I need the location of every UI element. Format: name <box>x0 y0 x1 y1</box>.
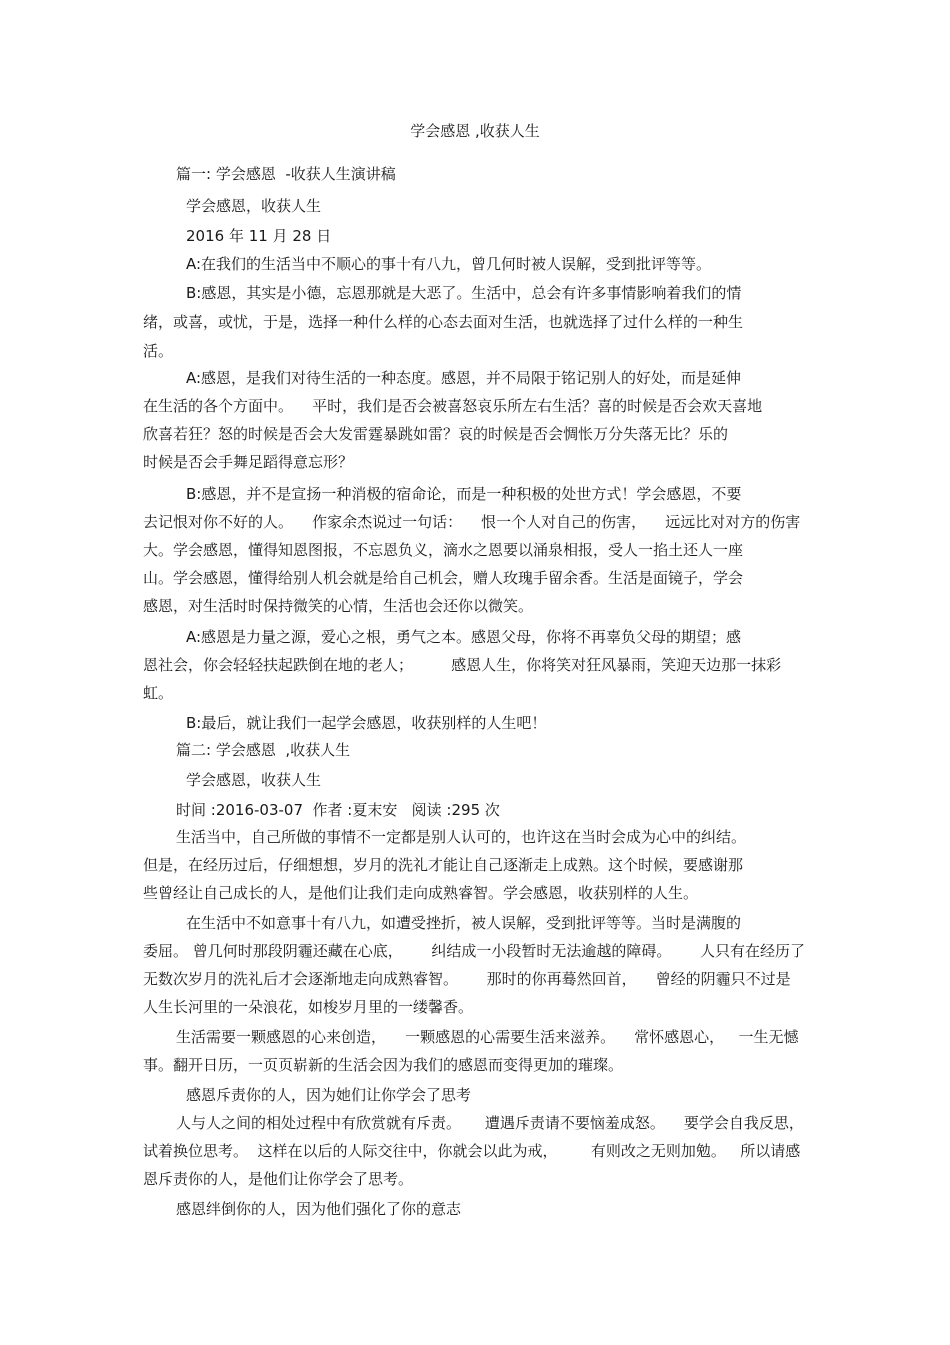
paragraph-line: 生活当中，自己所做的事情不一定都是别人认可的，也许这在当时会成为心中的纠结。 <box>176 828 747 846</box>
paragraph-line: B:感恩，并不是宣扬一种消极的宿命论，而是一种积极的处世方式！学会感恩，不要 <box>186 485 742 503</box>
paragraph-line: B:感恩，其实是小德，忘恩那就是大恶了。生活中，总会有许多事情影响着我们的情 <box>186 284 742 302</box>
paragraph-line: 些曾经让自己成长的人，是他们让我们走向成熟睿智。学会感恩，收获别样的人生。 <box>143 884 699 902</box>
paragraph-line: B:最后，就让我们一起学会感恩，收获别样的人生吧！ <box>186 714 547 732</box>
paragraph-line: 时候是否会手舞足蹈得意忘形？ <box>143 453 354 471</box>
paragraph-line: A:感恩，是我们对待生活的一种态度。感恩，并不局限于铭记别人的好处，而是延伸 <box>186 369 742 387</box>
meta-line: 时间 :2016-03-07 作者 :夏末安 阅读 :295 次 <box>176 801 500 819</box>
paragraph-line: 委屈。 曾几何时那段阴霾还藏在心底， 纠结成一小段暂时无法逾越的障碍。 人只有在经历了 <box>143 942 805 960</box>
section-heading-2: 篇二: 学会感恩 ,收获人生 <box>176 741 351 759</box>
paragraph-line: 感恩斥责你的人，因为她们让你学会了思考 <box>186 1086 472 1104</box>
paragraph-line: 生活需要一颗感恩的心来创造， 一颗感恩的心需要生活来滋养。 常怀感恩心， 一生无憾 <box>176 1028 799 1046</box>
paragraph-line: 人生长河里的一朵浪花，如梭岁月里的一缕馨香。 <box>143 998 474 1016</box>
paragraph-line: 感恩绊倒你的人，因为他们强化了你的意志 <box>176 1200 462 1218</box>
paragraph-line: 事。翻开日历，一页页崭新的生活会因为我们的感恩而变得更加的璀璨。 <box>143 1056 624 1074</box>
document-title: 学会感恩 ,收获人生 <box>410 122 540 140</box>
paragraph-line: 虹。 <box>143 684 174 702</box>
paragraph-line: 恩社会，你会轻轻扶起跌倒在地的老人； 感恩人生，你将笑对狂风暴雨，笑迎天边那一抹彩 <box>143 656 782 674</box>
paragraph-line: 人与人之间的相处过程中有欣赏就有斥责。 遭遇斥责请不要恼羞成怒。 要学会自我反思， <box>176 1114 804 1132</box>
paragraph-line: 绪，或喜，或忧，于是，选择一种什么样的心态去面对生活，也就选择了过什么样的一种生 <box>143 313 744 331</box>
subtitle: 学会感恩，收获人生 <box>186 197 322 215</box>
paragraph-line: A:感恩是力量之源，爱心之根，勇气之本。感恩父母，你将不再辜负父母的期望；感 <box>186 628 742 646</box>
paragraph-line: A:在我们的生活当中不顺心的事十有八九，曾几何时被人误解，受到批评等等。 <box>186 255 712 273</box>
paragraph-line: 欣喜若狂？怒的时候是否会大发雷霆暴跳如雷？哀的时候是否会惆怅万分失落无比？乐的 <box>143 425 729 443</box>
paragraph-line: 试着换位思考。 这样在以后的人际交往中，你就会以此为戒， 有则改之无则加勉。 所以请感 <box>143 1142 801 1160</box>
date-line: 2016 年 11 月 28 日 <box>186 227 332 245</box>
paragraph-line: 在生活的各个方面中。 平时，我们是否会被喜怒哀乐所左右生活？喜的时候是否会欢天喜地 <box>143 397 763 415</box>
paragraph-line: 在生活中不如意事十有八九，如遭受挫折，被人误解，受到批评等等。当时是满腹的 <box>186 914 742 932</box>
paragraph-line: 恩斥责你的人，是他们让你学会了思考。 <box>143 1170 414 1188</box>
subtitle: 学会感恩，收获人生 <box>186 771 322 789</box>
section-heading-1: 篇一: 学会感恩 -收获人生演讲稿 <box>176 165 396 183</box>
paragraph-line: 去记恨对你不好的人。 作家余杰说过一句话： 恨一个人对自己的伤害， 远远比对对方的伤害 <box>143 513 801 531</box>
paragraph-line: 但是，在经历过后，仔细想想，岁月的洗礼才能让自己逐渐走上成熟。这个时候，要感谢那 <box>143 856 744 874</box>
paragraph-line: 大。学会感恩，懂得知恩图报，不忘恩负义，滴水之恩要以涌泉相报，受人一掐土还人一座 <box>143 541 744 559</box>
paragraph-line: 感恩，对生活时时保持微笑的心情，生活也会还你以微笑。 <box>143 597 534 615</box>
paragraph-line: 无数次岁月的洗礼后才会逐渐地走向成熟睿智。 那时的你再蓦然回首， 曾经的阴霾只不过是 <box>143 970 791 988</box>
paragraph-line: 活。 <box>143 342 174 360</box>
paragraph-line: 山。学会感恩，懂得给别人机会就是给自己机会，赠人玫瑰手留余香。生活是面镜子，学会 <box>143 569 744 587</box>
